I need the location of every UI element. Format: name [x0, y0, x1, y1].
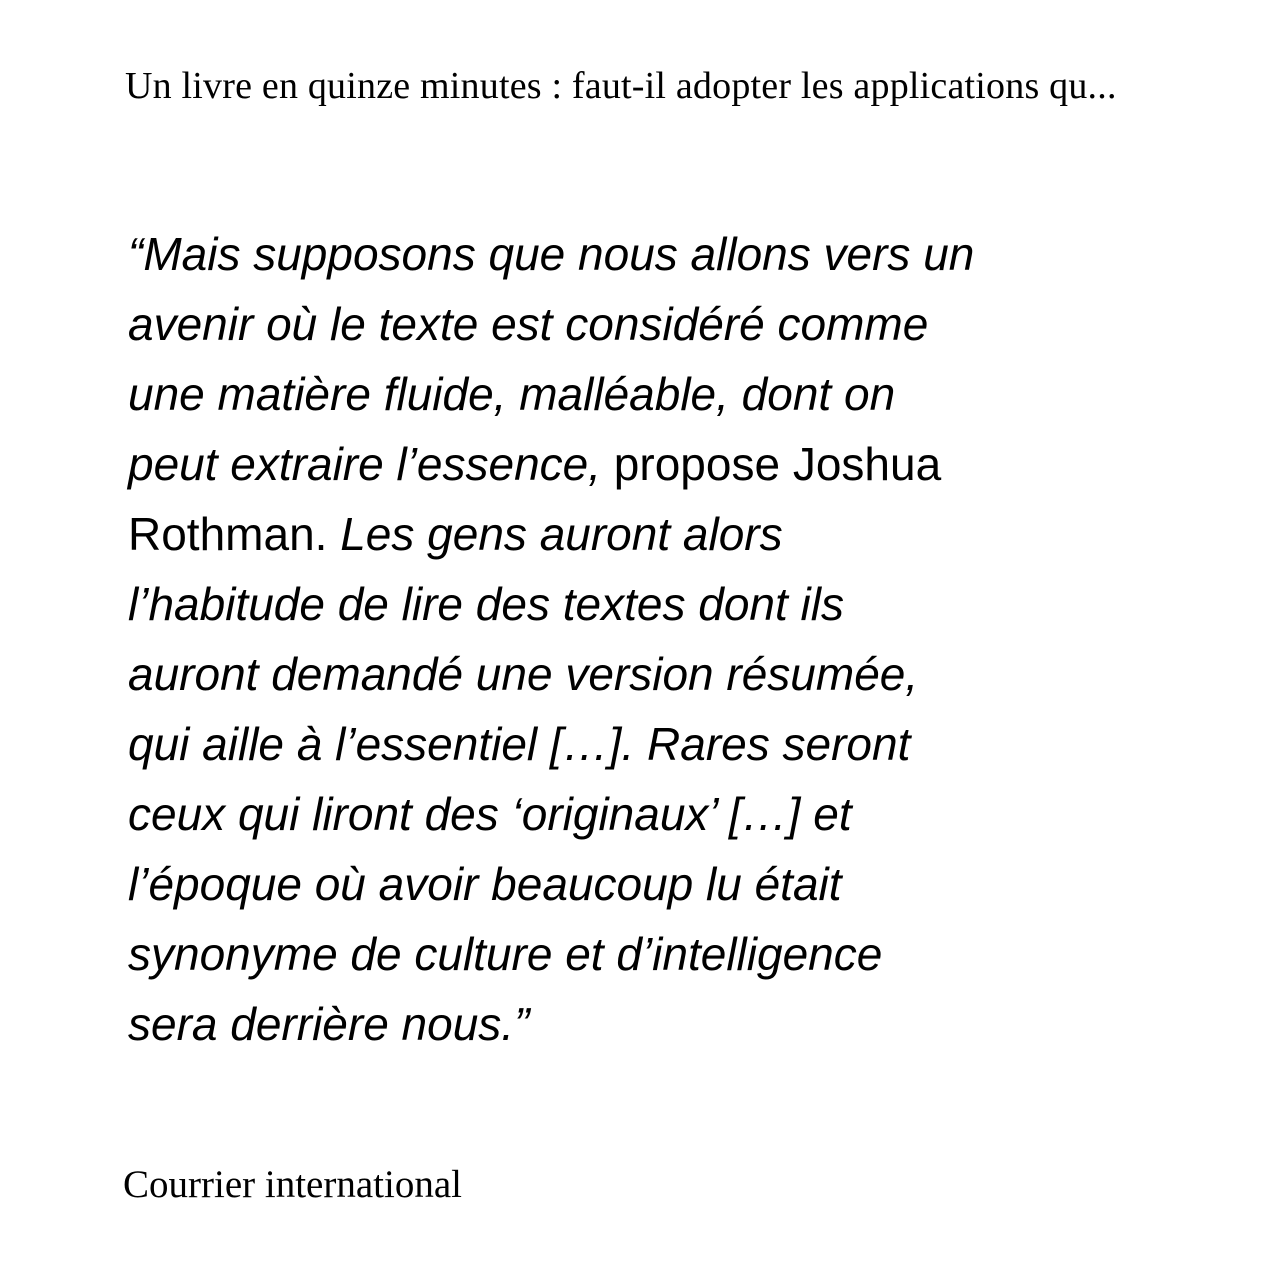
quote-line [128, 709, 1208, 779]
quote-segment: sera derrière nous.” [128, 998, 530, 1050]
quote-segment: une matière fluide, malléable, dont on [128, 368, 896, 420]
article-title: Un livre en quinze minutes : faut-il adopter les applications qu... [125, 65, 1117, 107]
quote-line [128, 919, 1208, 989]
quote-line [128, 849, 1208, 919]
quote-line [128, 219, 1208, 289]
quote-segment: l’habitude de lire des textes dont ils [128, 578, 844, 630]
quote-segment: synonyme de culture et d’intelligence [128, 928, 883, 980]
quote-segment: ceux qui liront des ‘originaux’ […] et [128, 788, 852, 840]
quote-line [128, 989, 1208, 1059]
quote-segment: Les gens auront alors [340, 508, 783, 560]
quote-segment: qui aille à l’essentiel […]. Rares seront [128, 718, 911, 770]
quote-line [128, 499, 1208, 569]
quote-segment: avenir où le texte est considéré comme [128, 298, 929, 350]
quote-line [128, 639, 1208, 709]
quote-segment: “Mais supposons que nous allons vers un [128, 228, 975, 280]
pull-quote [128, 219, 1208, 1059]
quote-line [128, 569, 1208, 639]
quote-segment: peut extraire l’essence, [128, 438, 602, 490]
quote-segment: auront demandé une version résumée, [128, 648, 919, 700]
quote-line [128, 289, 1208, 359]
quote-segment: Rothman. [128, 508, 341, 560]
quote-line [128, 429, 1208, 499]
quote-segment: l’époque où avoir beaucoup lu était [128, 858, 842, 910]
quote-line [128, 359, 1208, 429]
quote-segment: propose Joshua [601, 438, 942, 490]
source-attribution: Courrier international [123, 1163, 462, 1206]
quote-line [128, 779, 1208, 849]
